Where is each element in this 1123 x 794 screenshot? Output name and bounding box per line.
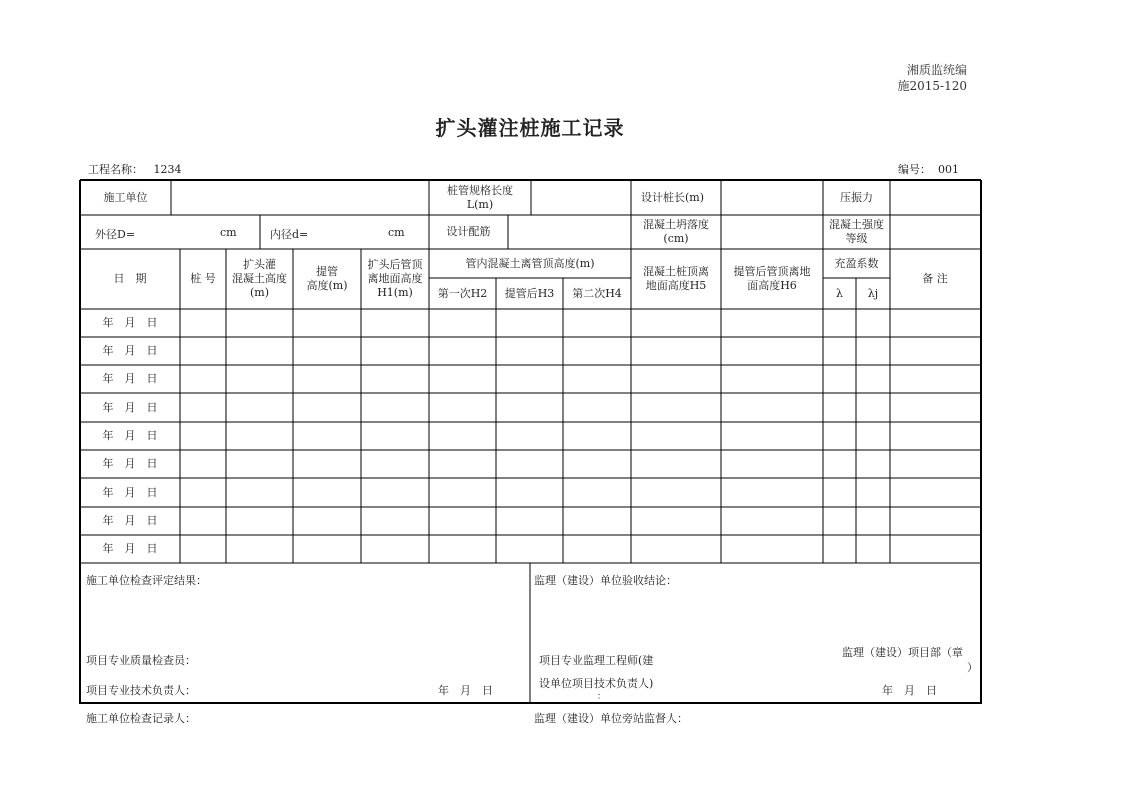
form-code-line2: 施2015-120 xyxy=(897,79,967,93)
col-h1-l3: H1(m) xyxy=(377,286,413,299)
col-h6-l1: 提管后管顶离地 xyxy=(733,265,811,278)
col-lift-height xyxy=(293,249,361,309)
construction-unit-field[interactable] xyxy=(171,181,429,215)
col-remarks: 备 注 xyxy=(922,272,948,285)
inner-diameter-unit: cm xyxy=(388,226,405,239)
col-lambda-j: λj xyxy=(867,286,879,300)
page-title: 扩头灌注桩施工记录 xyxy=(435,116,625,140)
col-inner-group: 管内混凝土离管顶高度(m) xyxy=(465,256,595,270)
strength-grade-text: 混凝土强度 xyxy=(829,218,884,231)
project-dept-seal-l2: ） xyxy=(967,661,978,674)
inner-diameter-label: 内径d= xyxy=(270,228,309,241)
col-second-h4: 第二次H4 xyxy=(572,286,622,300)
row-date: 年 月 日 xyxy=(102,514,158,527)
row-date: 年 月 日 xyxy=(102,457,158,470)
col-after-lift-h3: 提管后H3 xyxy=(504,286,555,300)
recorder-label: 施工单位检查记录人： xyxy=(86,712,196,725)
row-date: 年 月 日 xyxy=(102,542,158,555)
strength-grade-suffix: 等级 xyxy=(845,232,868,245)
col-expand-height-l2: 混凝土高度 xyxy=(232,272,287,285)
supervisor-conclusion-label: 监理（建设）单位验收结论： xyxy=(534,574,677,587)
sign-date-right: 年 月 日 xyxy=(882,684,937,697)
construction-unit-label: 施工单位 xyxy=(103,191,148,204)
form-number-value[interactable]: 001 xyxy=(938,163,959,176)
pile-spec-field[interactable] xyxy=(531,181,631,215)
col-h1-l1: 扩头后管顶 xyxy=(367,258,423,271)
row-date: 年 月 日 xyxy=(102,485,158,499)
col-pile-no: 桩 号 xyxy=(190,272,216,285)
tech-head-label: 项目专业技术负责人： xyxy=(86,684,196,697)
project-name-value[interactable]: 1234 xyxy=(153,163,182,176)
col-first-h2: 第一次H2 xyxy=(437,286,488,300)
pile-spec-label xyxy=(429,181,531,215)
pile-spec-text: 桩管规格长度 xyxy=(447,184,513,197)
check-result-label: 施工单位检查评定结果： xyxy=(86,574,207,587)
col-expand-height-l3: (m) xyxy=(249,286,269,299)
slump-unit: (cm) xyxy=(663,232,689,245)
vibration-force-label: 压振力 xyxy=(840,191,873,204)
strength-grade-field[interactable] xyxy=(890,215,980,249)
slump-label xyxy=(631,215,721,249)
col-lift-height-l1: 提管 xyxy=(316,265,338,278)
col-expand-height xyxy=(226,249,293,309)
design-length-label: 设计桩长(m) xyxy=(641,191,705,204)
owner-tech-head-label: 设单位项目技术负责人) xyxy=(539,677,654,690)
col-expand-height-l1: 扩头灌 xyxy=(243,258,276,271)
vibration-force-field[interactable] xyxy=(890,181,980,215)
supervising-engineer-label: 项目专业监理工程师(建 xyxy=(539,654,654,667)
col-h6-l2: 面高度H6 xyxy=(747,279,797,292)
side-supervisor-label: 监理（建设）单位旁站监督人： xyxy=(534,712,688,725)
col-lift-height-l2: 高度(m) xyxy=(306,279,348,292)
sign-date-left: 年 月 日 xyxy=(438,684,493,697)
project-name-label: 工程名称： xyxy=(88,163,143,176)
project-dept-seal-l1: 监理（建设）项目部（章 xyxy=(842,646,963,659)
col-lambda: λ xyxy=(836,286,843,300)
col-h1 xyxy=(361,249,429,309)
col-h5-l2: 地面高度H5 xyxy=(645,279,707,292)
outer-diameter-unit: cm xyxy=(220,226,237,239)
design-mix-label: 设计配筋 xyxy=(446,225,491,238)
form-number-label: 编号： xyxy=(898,163,931,176)
col-h6 xyxy=(721,249,823,309)
slump-text: 混凝土坍落度 xyxy=(643,218,709,231)
slump-field[interactable] xyxy=(721,215,823,249)
col-fill-coef: 充盈系数 xyxy=(834,256,879,270)
form-code-line1: 湘质监统编 xyxy=(906,63,967,77)
row-date: 年 月 日 xyxy=(102,372,158,385)
col-h5-l1: 混凝土桩顶离 xyxy=(643,265,709,278)
row-date: 年 月 日 xyxy=(102,316,158,329)
col-date: 日 期 xyxy=(113,272,147,285)
col-h1-l2: 离地面高度 xyxy=(367,272,423,285)
col-h5 xyxy=(631,249,721,309)
strength-grade-label xyxy=(823,215,890,249)
pile-spec-unit: L(m) xyxy=(466,198,494,211)
quality-inspector-label: 项目专业质量检查员： xyxy=(86,654,196,667)
design-length-field[interactable] xyxy=(721,181,823,215)
outer-diameter-label: 外径D= xyxy=(95,228,136,241)
owner-tech-head-colon: ： xyxy=(597,692,607,702)
row-date: 年 月 日 xyxy=(102,400,158,414)
row-date: 年 月 日 xyxy=(102,344,158,357)
design-mix-field[interactable] xyxy=(508,215,631,249)
row-date: 年 月 日 xyxy=(102,429,158,442)
